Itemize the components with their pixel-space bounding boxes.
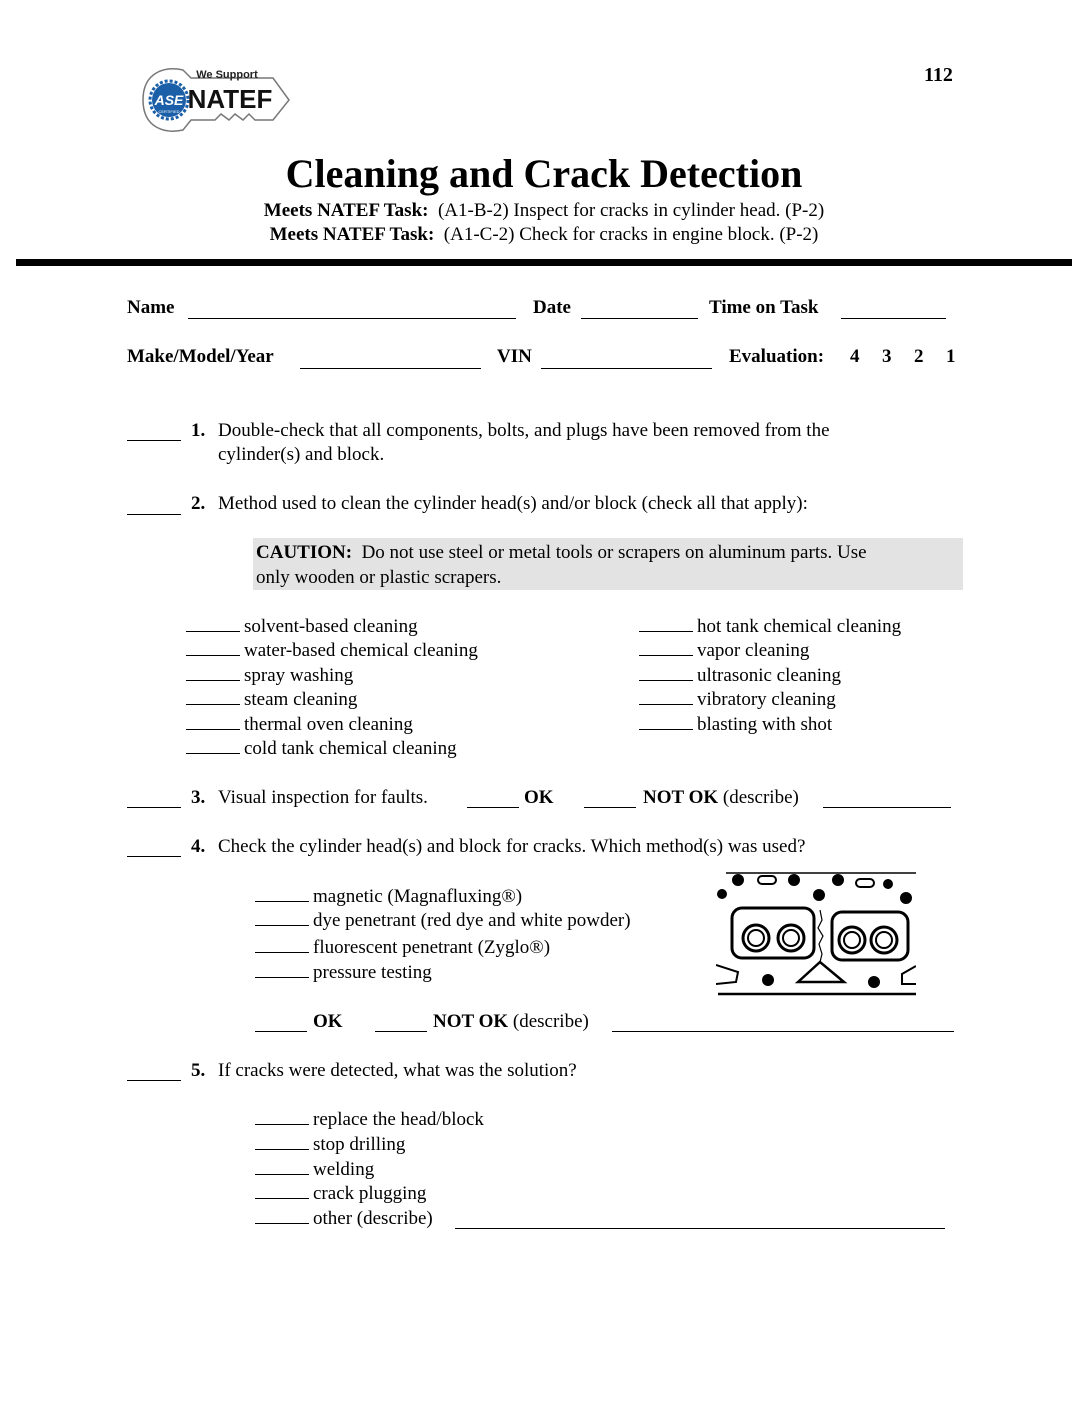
- task-label: Meets NATEF Task:: [269, 224, 435, 245]
- solution-welding[interactable]: welding: [255, 1159, 374, 1181]
- q1-number: 1.: [191, 420, 206, 441]
- q3-check-blank[interactable]: [127, 807, 181, 808]
- caution-label: CAUTION:: [256, 542, 353, 563]
- make-model-year-input[interactable]: [300, 368, 481, 369]
- check-blank[interactable]: [186, 655, 240, 656]
- evaluation-score-3[interactable]: 3: [882, 346, 892, 367]
- name-input[interactable]: [188, 318, 516, 319]
- solution-stop-drilling[interactable]: stop drilling: [255, 1134, 405, 1156]
- q1-check-blank[interactable]: [127, 440, 181, 441]
- cylinder-head-crack-illustration: [716, 870, 916, 998]
- check-blank[interactable]: [186, 680, 240, 681]
- cleaning-option-hot-tank[interactable]: hot tank chemical cleaning: [639, 616, 901, 638]
- evaluation-score-1[interactable]: 1: [946, 346, 956, 367]
- evaluation-score-2[interactable]: 2: [914, 346, 924, 367]
- svg-text:ASE: ASE: [154, 92, 184, 108]
- cleaning-option-spray[interactable]: spray washing: [186, 665, 353, 687]
- check-blank[interactable]: [255, 925, 309, 926]
- check-blank[interactable]: [186, 704, 240, 705]
- evaluation-score-4[interactable]: 4: [850, 346, 860, 367]
- time-on-task-input[interactable]: [841, 318, 946, 319]
- check-blank[interactable]: [639, 729, 693, 730]
- q1-text-line2: cylinder(s) and block.: [218, 444, 385, 465]
- q5-number: 5.: [191, 1060, 206, 1081]
- q3-describe-input[interactable]: [823, 807, 951, 808]
- caution-box: [253, 538, 963, 590]
- svg-text:CERTIFIED: CERTIFIED: [158, 109, 180, 114]
- q4-number: 4.: [191, 836, 206, 857]
- q5-text: If cracks were detected, what was the solution?: [218, 1060, 577, 1081]
- cleaning-option-water-based[interactable]: water-based chemical cleaning: [186, 640, 478, 662]
- page-number: 112: [924, 64, 953, 86]
- caution-text-line1: Do not use steel or metal tools or scrapers on aluminum parts. Use: [361, 542, 867, 563]
- evaluation-label: Evaluation:: [729, 346, 825, 367]
- cleaning-option-vibratory[interactable]: vibratory cleaning: [639, 689, 836, 711]
- q2-check-blank[interactable]: [127, 514, 181, 515]
- q4-not-ok-blank[interactable]: [375, 1031, 427, 1032]
- check-blank[interactable]: [255, 1174, 309, 1175]
- ase-natef-logo: [135, 60, 295, 140]
- check-blank[interactable]: [255, 1198, 309, 1199]
- date-label: Date: [533, 297, 571, 318]
- q3-number: 3.: [191, 787, 206, 808]
- q2-number: 2.: [191, 493, 206, 514]
- check-blank[interactable]: [639, 631, 693, 632]
- vin-label: VIN: [497, 346, 532, 367]
- svg-text:We Support: We Support: [196, 69, 258, 81]
- page-title: Cleaning and Crack Detection: [285, 151, 803, 196]
- key-logo-icon: [135, 60, 295, 140]
- q3-not-ok-blank[interactable]: [584, 807, 636, 808]
- solution-other-describe-input[interactable]: [455, 1228, 945, 1229]
- solution-other[interactable]: other (describe): [255, 1208, 433, 1230]
- check-blank[interactable]: [255, 1124, 309, 1125]
- q3-ok-blank[interactable]: [467, 807, 519, 808]
- q3-ok-label: OK: [524, 787, 554, 808]
- natef-task-1: [0, 200, 1088, 222]
- cleaning-option-steam[interactable]: steam cleaning: [186, 689, 357, 711]
- q4-ok-blank[interactable]: [255, 1031, 307, 1032]
- q4-not-ok-label: NOT OK (describe): [433, 1011, 589, 1032]
- task-label: Meets NATEF Task:: [263, 200, 429, 221]
- make-model-year-label: Make/Model/Year: [127, 346, 274, 367]
- cleaning-option-thermal-oven[interactable]: thermal oven cleaning: [186, 714, 413, 736]
- q4-describe-input[interactable]: [612, 1031, 954, 1032]
- check-blank[interactable]: [255, 1223, 309, 1224]
- check-blank[interactable]: [255, 977, 309, 978]
- q4-ok-label: OK: [313, 1011, 343, 1032]
- check-blank[interactable]: [639, 704, 693, 705]
- q2-text: Method used to clean the cylinder head(s) and/or block (check all that apply):: [218, 493, 808, 514]
- check-blank[interactable]: [639, 680, 693, 681]
- vin-input[interactable]: [541, 368, 712, 369]
- crack-method-fluorescent[interactable]: fluorescent penetrant (Zyglo®): [255, 937, 550, 959]
- q5-check-blank[interactable]: [127, 1080, 181, 1081]
- name-label: Name: [127, 297, 175, 318]
- check-blank[interactable]: [255, 1149, 309, 1150]
- check-blank[interactable]: [186, 753, 240, 754]
- crack-method-magnetic[interactable]: magnetic (Magnafluxing®): [255, 886, 522, 908]
- q3-not-ok-label: NOT OK (describe): [643, 787, 799, 808]
- cleaning-option-cold-tank[interactable]: cold tank chemical cleaning: [186, 738, 457, 760]
- cleaning-option-vapor[interactable]: vapor cleaning: [639, 640, 809, 662]
- crack-method-pressure[interactable]: pressure testing: [255, 962, 432, 984]
- check-blank[interactable]: [639, 655, 693, 656]
- natef-task-2: [0, 224, 1088, 246]
- date-input[interactable]: [581, 318, 698, 319]
- q4-text: Check the cylinder head(s) and block for cracks. Which method(s) was used?: [218, 836, 806, 857]
- check-blank[interactable]: [186, 631, 240, 632]
- cleaning-option-ultrasonic[interactable]: ultrasonic cleaning: [639, 665, 841, 687]
- task-text: (A1-B-2) Inspect for cracks in cylinder head. (P-2): [437, 200, 825, 221]
- cleaning-option-blasting[interactable]: blasting with shot: [639, 714, 832, 736]
- cleaning-option-solvent[interactable]: solvent-based cleaning: [186, 616, 418, 638]
- q1-text-line1: Double-check that all components, bolts, and plugs have been removed from the: [218, 420, 830, 441]
- task-text: (A1-C-2) Check for cracks in engine block. (P-2): [443, 224, 819, 245]
- caution-text-line2: only wooden or plastic scrapers.: [256, 567, 502, 588]
- check-blank[interactable]: [186, 729, 240, 730]
- crack-method-dye-penetrant[interactable]: dye penetrant (red dye and white powder): [255, 910, 631, 932]
- check-blank[interactable]: [255, 952, 309, 953]
- svg-text:NATEF: NATEF: [187, 84, 273, 114]
- q3-text: Visual inspection for faults.: [218, 787, 428, 808]
- solution-replace[interactable]: replace the head/block: [255, 1109, 484, 1131]
- q4-check-blank[interactable]: [127, 856, 181, 857]
- check-blank[interactable]: [255, 901, 309, 902]
- time-on-task-label: Time on Task: [709, 297, 819, 318]
- header-divider: [16, 259, 1072, 266]
- solution-crack-plugging[interactable]: crack plugging: [255, 1183, 426, 1205]
- cylinder-head-icon: [716, 870, 916, 998]
